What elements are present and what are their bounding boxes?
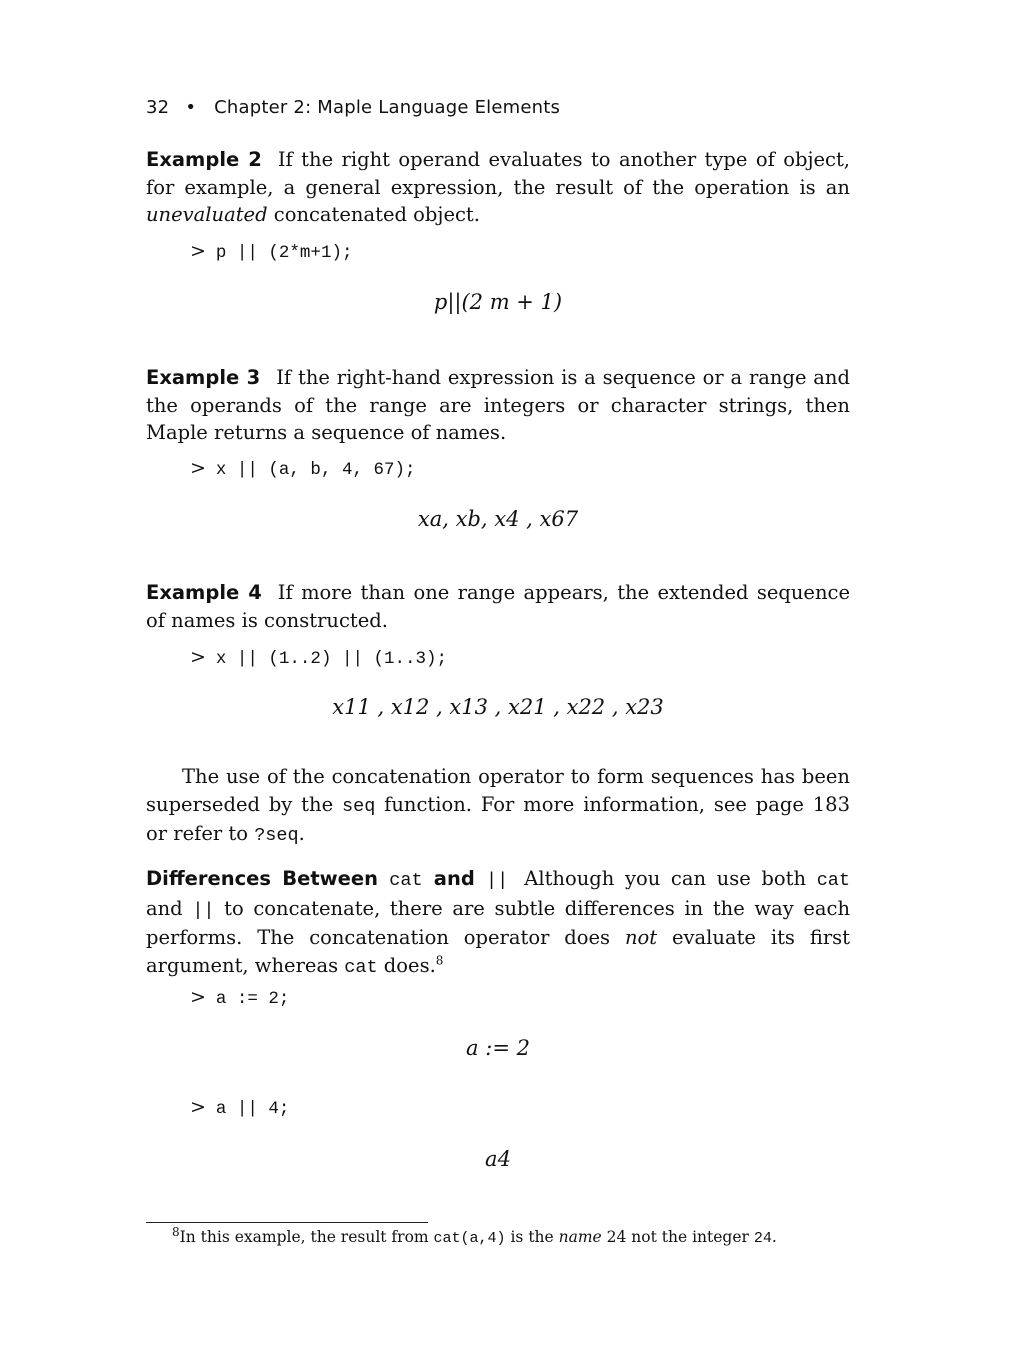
example-2-text: If the right operand evaluates to another type of object, for example, a general expression, the result of the operation is an xyxy=(146,148,850,199)
differences-and: and xyxy=(146,896,193,920)
seq-paragraph xyxy=(146,763,850,850)
example-3-label: Example 3 xyxy=(146,366,261,389)
emphasis-not: not xyxy=(624,926,658,949)
input-code: a || 4; xyxy=(215,1099,290,1119)
command-2-output: a4 xyxy=(485,1147,511,1171)
heading-code-bars: || xyxy=(486,870,509,891)
differences-paragraph xyxy=(146,865,850,981)
footnote-period: . xyxy=(771,1228,777,1246)
command-1-output: a := 2 xyxy=(466,1036,530,1060)
example-4-paragraph xyxy=(146,579,850,634)
example-3-input xyxy=(190,457,415,480)
differences-text: Although you can use both xyxy=(524,867,817,890)
heading-code-cat: cat xyxy=(389,870,423,891)
example-3-text: If the right-hand expression is a sequence or a range and the operands of the range are integers or character strings, then Maple returns a sequence of names. xyxy=(146,366,850,444)
example-4-input xyxy=(190,646,447,669)
example-2-output: p||(2 m + 1) xyxy=(433,290,563,314)
input-code: x || (a, b, 4, 67); xyxy=(215,460,416,480)
example-4-label: Example 4 xyxy=(146,581,262,604)
seq-text: The use of the concatenation operator to form sequences has been superseded by the xyxy=(146,765,850,816)
running-header xyxy=(146,97,560,118)
prompt-symbol: > xyxy=(190,457,206,479)
footnote-divider xyxy=(146,1222,428,1223)
command-2-input xyxy=(190,1096,289,1119)
footnote-code-2: 24 xyxy=(753,1230,772,1247)
prompt-symbol: > xyxy=(190,240,206,262)
input-code: p || (2*m+1); xyxy=(215,243,353,263)
heading-and: and xyxy=(422,867,487,890)
prompt-symbol: > xyxy=(190,646,206,668)
example-3-paragraph xyxy=(146,364,850,447)
footnote-mark: 8 xyxy=(172,1224,180,1239)
code-cat-2: cat xyxy=(344,956,378,978)
footnote-text-end: 24 not the integer xyxy=(601,1228,754,1246)
seq-period: . xyxy=(298,822,305,845)
example-4-output: x11 , x12 , x13 , x21 , x22 , x23 xyxy=(332,695,664,719)
code-bars: || xyxy=(192,899,215,921)
chapter-title: Chapter 2: Maple Language Elements xyxy=(214,97,561,118)
footnote xyxy=(172,1224,777,1247)
footnote-reference[interactable]: 8 xyxy=(435,953,444,967)
seq-text-mid: function. For more information, see page 183 or refer to xyxy=(146,792,850,845)
footnote-text-mid: is the xyxy=(505,1228,559,1246)
example-2-input xyxy=(190,240,352,263)
differences-heading xyxy=(146,867,508,890)
header-bullet: • xyxy=(185,97,197,118)
page-number: 32 xyxy=(146,97,170,118)
footnote-emphasis: name xyxy=(558,1228,602,1246)
example-3-output: xa, xb, x4 , x67 xyxy=(417,507,579,531)
command-1-input xyxy=(190,986,289,1009)
differences-text-mid: to concatenate, there are subtle differences in the way each performs. The concatenation operator does xyxy=(146,896,850,949)
example-2-label: Example 2 xyxy=(146,148,262,171)
input-code: a := 2; xyxy=(215,989,290,1009)
seq-code: seq xyxy=(341,795,376,817)
seq-help-code: ?seq xyxy=(254,825,299,846)
differences-does: does. xyxy=(377,953,436,977)
code-cat: cat xyxy=(816,870,851,891)
example-2-text-end: concatenated object. xyxy=(267,203,480,226)
differences-text-end: evaluate its first argument, whereas xyxy=(146,926,850,977)
input-code: x || (1..2) || (1..3); xyxy=(215,649,447,669)
footnote-code: cat(a,4) xyxy=(433,1230,506,1247)
footnote-text: In this example, the result from xyxy=(179,1228,434,1246)
example-2-emphasis: unevaluated xyxy=(146,203,268,226)
example-2-paragraph xyxy=(146,146,850,229)
prompt-symbol: > xyxy=(190,986,206,1008)
example-4-text: If more than one range appears, the extended sequence of names is constructed. xyxy=(146,581,850,632)
heading-text: Differences Between xyxy=(146,867,390,890)
prompt-symbol: > xyxy=(190,1096,206,1118)
